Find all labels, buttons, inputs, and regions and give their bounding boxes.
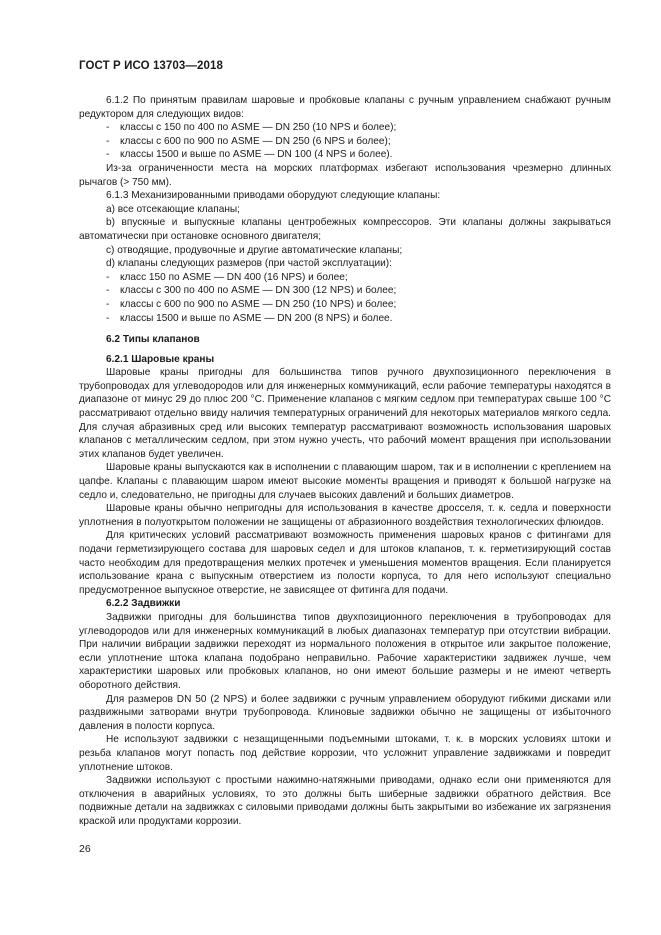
paragraph: Задвижки пригодны для большинства типов двухпозиционного переключения в трубопроводах для углеводородов или для инженерных коммуникаций в любых диапазонах температур при отсутствии вибрации. При наличии вибрации задвижки переходят из нормального положения в открытое или закрытое положение, если уплотнение штока клапана подобрано неправильно. Рабочие характеристики задвижек лучше, чем характеристики шаровых или пробковых клапанов, но они имеют большие размеры и не имеют четверть оборотного действия. (79, 611, 611, 691)
paragraph: Шаровые краны обычно непригодны для использования в качестве дросселя, т. к. седла и поверхности уплотнения в полуоткрытом положении не защищены от абразионного воздействия технологических флюидов. (79, 503, 611, 528)
list-item: - классы с 300 по 400 по ASME — DN 300 (12 NPS) и более; (79, 284, 611, 298)
document-body (79, 94, 611, 828)
document-header: ГОСТ Р ИСО 13703—2018 (79, 60, 224, 72)
paragraph: Для размеров DN 50 (2 NPS) и более задвижки с ручным управлением оборудуют гибкими дисками или раздвижными затворами внутри трубопровода. Клиновые задвижки обычно не защищены от избыточного давления в полости корпуса. (79, 693, 611, 732)
list-item: - класс 150 по ASME — DN 400 (16 NPS) и более; (79, 271, 611, 285)
paragraph: Не используют задвижки с незащищенными подъемными штоками, т. к. в морских условиях штоки и резьба клапанов могут попасть под действие коррозии, что усложнит управление задвижками и повредит уплотнение штоков. (79, 734, 611, 773)
paragraph: Для критических условий рассматривают возможность применения шаровых кранов с фитингами для подачи герметизирующего состава для шаровых седел и для штоков клапанов, т. к. герметизирующий состав часто необходим для предотвращения мелких протечек и уменьшения моментов вращения. Если планируется использование крана с выпускным отверстием из полости корпуса, то для него используют специально предусмотренное выпускное отверстие, не зависящее от фитинга для подачи. (79, 530, 611, 596)
subsection-heading: 6.2.2 Задвижки (106, 598, 181, 610)
paragraph: 6.1.2 По принятым правилам шаровые и пробковые клапаны с ручным управлением снабжают ручным редуктором для следующих видов: (79, 95, 611, 120)
list-item: - классы с 600 по 900 по ASME — DN 250 (10 NPS) и более; (79, 298, 611, 312)
paragraph: Задвижки используют с простыми нажимно-натяжными приводами, однако если они применяются для отключения в аварийных условиях, то это должны быть шиберные задвижки обратного действия. Все подвижные детали на задвижках с силовыми приводами должны быть закрытыми во избежание их загрязнения краской или продуктами коррозии. (79, 775, 611, 827)
list-item: - классы с 600 по 900 по ASME — DN 250 (6 NPS и более); (79, 135, 611, 149)
list-item: a) все отсекающие клапаны; (106, 203, 240, 215)
section-heading: 6.2 Типы клапанов (106, 334, 200, 346)
paragraph: b) впускные и выпускные клапаны центробежных компрессоров. Эти клапаны должны закрываться автоматически при остановке основного двигателя; (79, 217, 611, 242)
paragraph: 6.1.3 Механизированными приводами оборудуют следующие клапаны: (106, 190, 441, 202)
paragraph: Шаровые краны выпускаются как в исполнении с плавающим шаром, так и в исполнении с креплением на цапфе. Клапаны с плавающим шаром имеют высокие моменты вращения и приводят к большой нагрузке на седло и, следовательно, не пригодны для случаев высоких давлений и больших диаметров. (79, 462, 611, 501)
subsection-heading: 6.2.1 Шаровые краны (106, 353, 215, 365)
list-item: - классы 1500 и выше по ASME — DN 100 (4 NPS и более). (79, 148, 611, 162)
list-item: d) клапаны следующих размеров (при частой эксплуатации): (106, 258, 392, 270)
list-item: - классы с 150 по 400 по ASME — DN 250 (10 NPS и более); (79, 121, 611, 135)
page-number: 26 (79, 843, 91, 855)
paragraph: Шаровые краны пригодны для большинства типов ручного двухпозиционного переключения в трубопроводах для углеводородов или для инженерных коммуникаций, если рабочие температуры находятся в диапазоне от минус 29 до плюс 200 °С. Применение клапанов с мягким седлом при температурах свыше 100 °С рассматривают отдельно ввиду наличия температурных ограничений для некоторых материалов мягкого седла. Для случая абразивных сред или высоких температур рассматривают возможность использования шаровых клапанов с металлическим седлом, при этом нужно учесть, что рабочий момент вращения при использовании этих клапанов будет увеличен. (79, 367, 611, 460)
list-item: c) отводящие, продувочные и другие автоматические клапаны; (106, 244, 403, 256)
paragraph: Из-за ограниченности места на морских платформах избегают использования чрезмерно длинных рычагов (> 750 мм). (79, 162, 611, 188)
list-item: - классы 1500 и выше по ASME — DN 200 (8 NPS) и более. (79, 312, 611, 326)
